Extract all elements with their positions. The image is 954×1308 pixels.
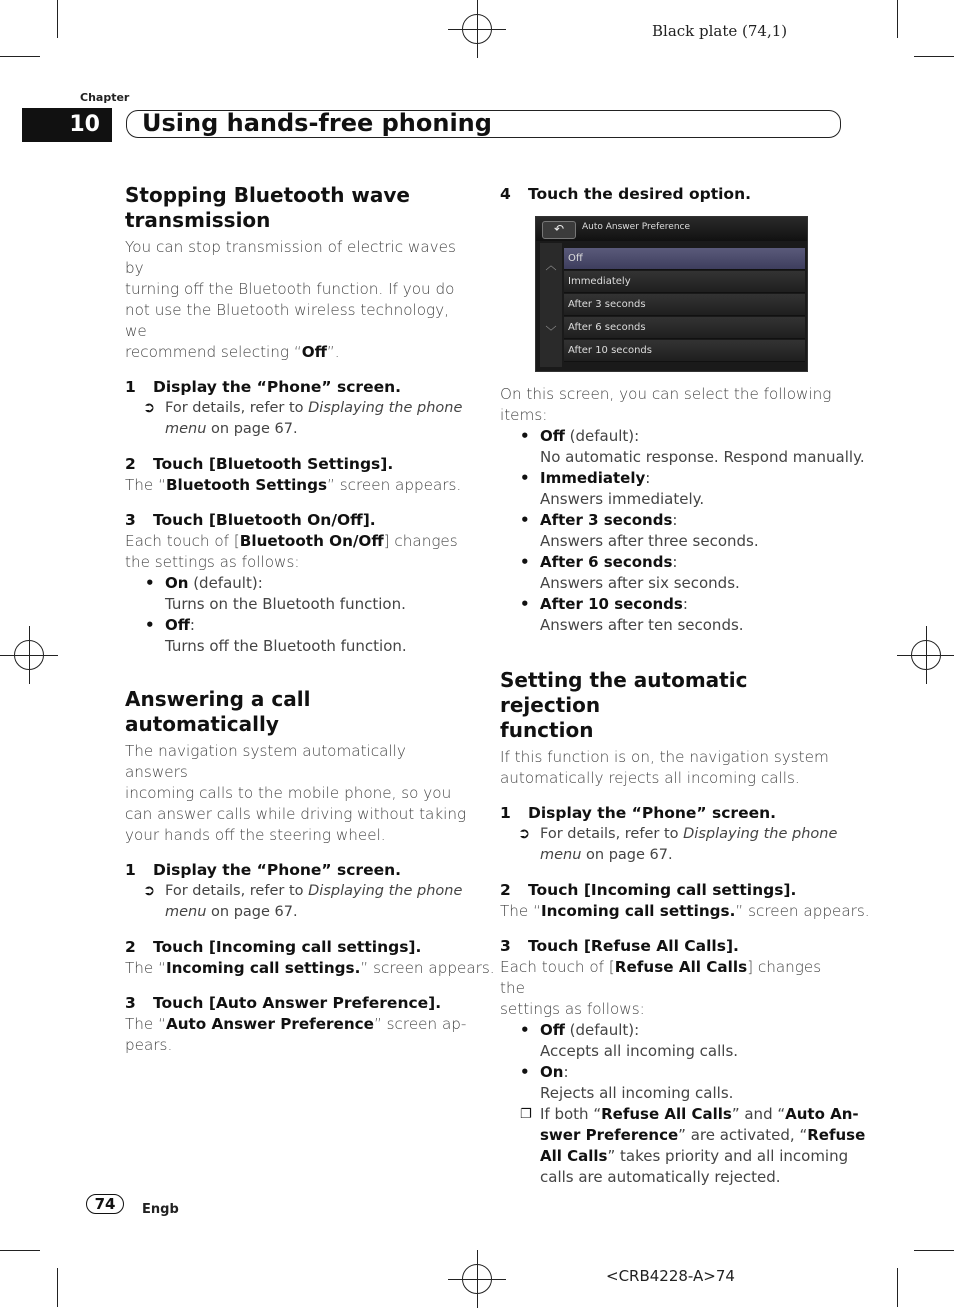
step-desc: The “Auto Answer Preference” screen ap- pears. bbox=[125, 1015, 467, 1054]
list-item-desc: Turns off the Bluetooth function. bbox=[165, 637, 407, 655]
chapter-number: 10 bbox=[22, 108, 112, 142]
section-intro: The navigation system automatically answers incoming calls to the mobile phone, so you can answer calls while driving without taking your hands off the steering wheel. bbox=[125, 742, 467, 844]
section-heading: Setting the automatic rejection function bbox=[500, 668, 748, 742]
option-after-6-seconds[interactable]: After 6 seconds bbox=[564, 317, 805, 339]
crop-mark bbox=[0, 1250, 40, 1251]
right-column-lower bbox=[500, 384, 870, 1188]
crop-mark bbox=[57, 1268, 58, 1307]
screen-description: On this screen, you can select the following items: bbox=[500, 385, 832, 424]
list-item-desc: Rejects all incoming calls. bbox=[540, 1084, 734, 1102]
list-item: • After 10 seconds: bbox=[520, 595, 688, 613]
step-desc: The “Bluetooth Settings” screen appears. bbox=[125, 476, 462, 494]
step-heading: 4 Touch the desired option. bbox=[500, 185, 752, 203]
list-item-desc: Turns on the Bluetooth function. bbox=[165, 595, 406, 613]
step-desc: Each touch of [Refuse All Calls] changes the settings as follows: bbox=[500, 958, 822, 1018]
memo-note: ❐ If both “Refuse All Calls” and “Auto An- swer Preference” are activated, “Refuse All Calls” takes priority and all incoming calls are automatically rejected. bbox=[520, 1105, 866, 1186]
document-code: <CRB4228-A>74 bbox=[606, 1267, 735, 1285]
registration-mark-icon bbox=[462, 14, 492, 44]
registration-mark-icon bbox=[462, 1264, 492, 1294]
reference-note: ➲ For details, refer to Displaying the phone menu on page 67. bbox=[518, 826, 838, 863]
list-item: • After 3 seconds: bbox=[520, 511, 678, 529]
step-heading: 3 Touch [Refuse All Calls]. bbox=[500, 937, 739, 955]
list-item-desc: Answers after three seconds. bbox=[540, 532, 759, 550]
crop-mark bbox=[57, 0, 58, 38]
list-item: • After 6 seconds: bbox=[520, 553, 678, 571]
list-item-desc: Answers after ten seconds. bbox=[540, 616, 744, 634]
registration-mark-icon bbox=[911, 640, 941, 670]
list-item-desc: Answers immediately. bbox=[540, 490, 705, 508]
crop-mark bbox=[914, 1250, 954, 1251]
plate-label: Black plate (74,1) bbox=[652, 22, 788, 40]
step-desc: The “Incoming call settings.” screen appears. bbox=[500, 902, 870, 920]
right-column bbox=[500, 184, 845, 205]
scroll-up-icon[interactable]: ︿ bbox=[545, 259, 557, 272]
section-heading: Stopping Bluetooth wave transmission bbox=[125, 183, 410, 232]
screen-header bbox=[536, 217, 807, 241]
section-intro: If this function is on, the navigation system automatically rejects all incoming calls. bbox=[500, 748, 829, 787]
step-heading: 2 Touch [Bluetooth Settings]. bbox=[125, 455, 394, 473]
auto-answer-screen bbox=[535, 216, 808, 372]
chapter-title: Using hands-free phoning bbox=[142, 109, 492, 137]
list-item-desc: Answers after six seconds. bbox=[540, 574, 740, 592]
option-after-3-seconds[interactable]: After 3 seconds bbox=[564, 294, 805, 316]
step-heading: 1 Display the “Phone” screen. bbox=[125, 861, 402, 879]
memo-icon: ❐ bbox=[520, 1107, 532, 1122]
screen-title: Auto Answer Preference bbox=[582, 222, 691, 232]
list-item: • Off (default): bbox=[520, 1021, 640, 1039]
reference-note: ➲ For details, refer to Displaying the phone menu on page 67. bbox=[143, 883, 463, 920]
registration-mark-icon bbox=[14, 640, 44, 670]
list-item: • On: bbox=[520, 1063, 569, 1081]
arrow-icon: ➲ bbox=[518, 826, 531, 842]
crop-mark bbox=[897, 1268, 898, 1307]
option-off[interactable]: Off bbox=[564, 248, 805, 270]
arrow-icon: ➲ bbox=[143, 400, 156, 416]
page-number: 74 bbox=[86, 1194, 124, 1214]
crop-mark bbox=[897, 0, 898, 38]
scroll-down-icon[interactable]: ﹀ bbox=[545, 325, 557, 338]
language-code: Engb bbox=[142, 1202, 179, 1217]
chapter-label: Chapter bbox=[80, 91, 130, 104]
step-desc: The “Incoming call settings.” screen appears. bbox=[125, 959, 495, 977]
list-item: • Off (default): bbox=[520, 427, 640, 445]
step-heading: 3 Touch [Auto Answer Preference]. bbox=[125, 994, 442, 1012]
step-heading: 2 Touch [Incoming call settings]. bbox=[125, 938, 422, 956]
step-heading: 1 Display the “Phone” screen. bbox=[500, 804, 777, 822]
list-item: • Off: bbox=[145, 616, 195, 634]
list-item-desc: Accepts all incoming calls. bbox=[540, 1042, 739, 1060]
option-immediately[interactable]: Immediately bbox=[564, 271, 805, 293]
section-heading: Answering a call automatically bbox=[125, 687, 311, 736]
arrow-icon: ➲ bbox=[143, 883, 156, 899]
list-item-desc: No automatic response. Respond manually. bbox=[540, 448, 865, 466]
scroll-bar[interactable] bbox=[540, 243, 562, 367]
crop-mark bbox=[0, 56, 40, 57]
list-item: • On (default): bbox=[145, 574, 263, 592]
step-heading: 1 Display the “Phone” screen. bbox=[125, 378, 402, 396]
back-button[interactable]: ↶ bbox=[542, 221, 576, 239]
crop-mark bbox=[914, 56, 954, 57]
option-after-10-seconds[interactable]: After 10 seconds bbox=[564, 340, 805, 362]
section-intro: You can stop transmission of electric waves by turning off the Bluetooth function. If you do not use the Bluetooth wireless technology, we recommend selecting “Off”. bbox=[125, 238, 456, 361]
step-desc: Each touch of [Bluetooth On/Off] changes the settings as follows: bbox=[125, 532, 458, 571]
left-column bbox=[125, 183, 495, 1056]
step-heading: 2 Touch [Incoming call settings]. bbox=[500, 881, 797, 899]
list-item: • Immediately: bbox=[520, 469, 651, 487]
step-heading: 3 Touch [Bluetooth On/Off]. bbox=[125, 511, 376, 529]
reference-note: ➲ For details, refer to Displaying the phone menu on page 67. bbox=[143, 400, 463, 437]
